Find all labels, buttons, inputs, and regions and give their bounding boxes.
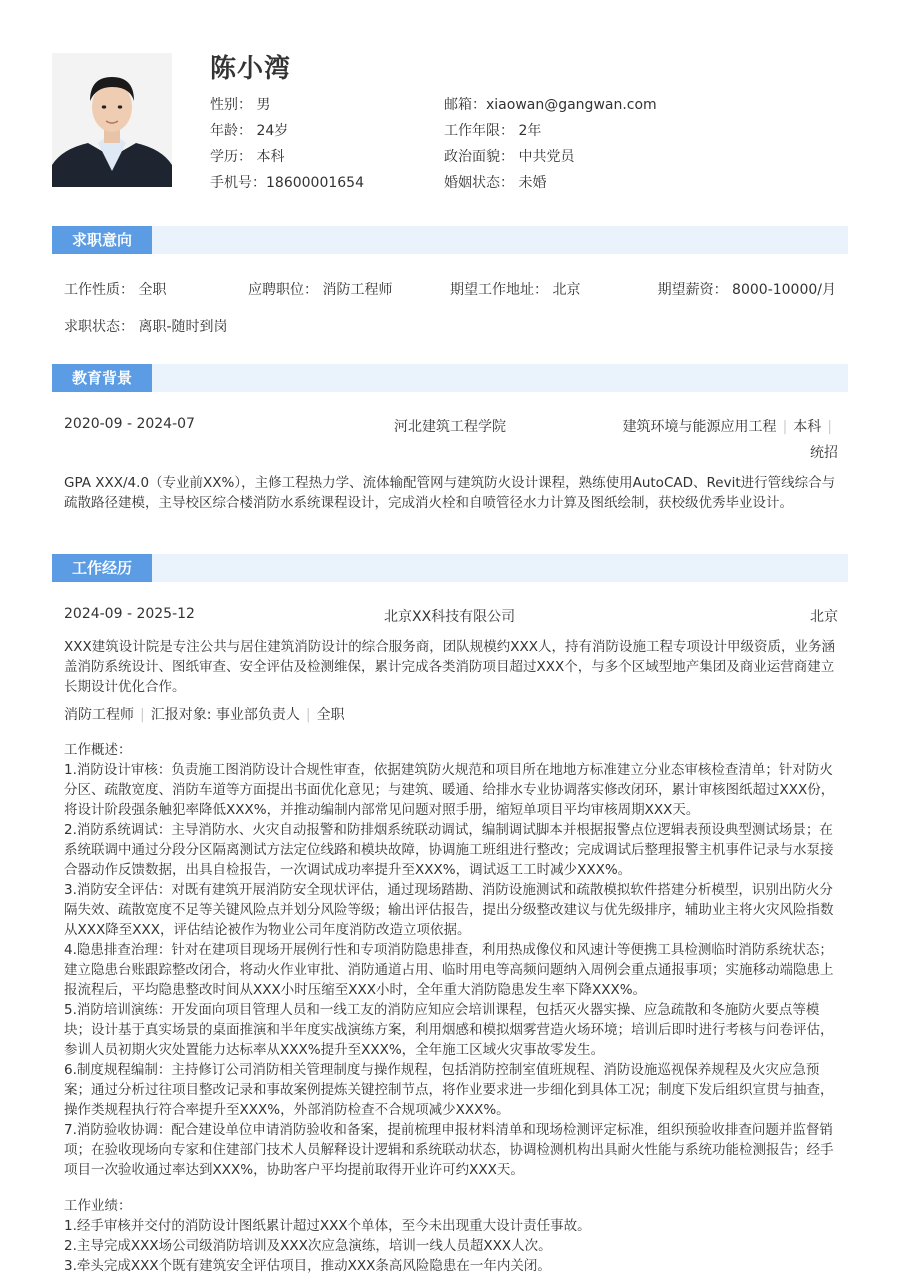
email: 邮箱：xiaowan@gangwan.com <box>444 97 657 113</box>
political-status: 政治面貌： 中共党员 <box>444 149 575 165</box>
divider: | <box>305 707 311 723</box>
achievement-item: 3.牵头完成XXX个既有建筑安全评估项目，推动XXX条高风险隐患在一年内关闭。 <box>64 1258 551 1274</box>
overview-item: 7.消防验收协调：配合建设单位申请消防验收和备案，提前梳理申报材料清单和现场检测评定标准，组织预验收排查问题并监督销项；在验收现场向专家和住建部门技术人员解释设计逻辑和系统联动状态，协调检测机构出具耐火性能与系统功能检测报告；经手项目一次验收通过率达到XXX%，协助客户平均提前取得开业许可约XXX天。 <box>64 1122 834 1178</box>
role-meta <box>64 704 345 724</box>
section-intent <box>52 226 848 254</box>
work-city: 北京 <box>810 609 838 625</box>
section-title: 教育背景 <box>52 364 152 392</box>
overview-item: 6.制度规程编制：主持修订公司消防相关管理制度与操作规程，包括消防控制室值班规程、消防设施巡视保养规程及火灾应急预案；通过分析过往项目整改记录和事故案例提炼关键控制节点，将作业要求进一步细化到具体工况；制度下发后组织宣贯与抽查，操作类规程执行符合率提升至XXX%，外部消防检查不合规项减少XXX%。 <box>64 1062 834 1118</box>
divider: | <box>140 707 145 723</box>
achievements-title: 工作业绩： <box>64 1198 132 1214</box>
section-title: 工作经历 <box>52 554 152 582</box>
overview-item: 1.消防设计审核：负责施工图消防设计合规性审查，依据建筑防火规范和项目所在地地方标准建立分业态审核检查清单；针对防火分区、疏散宽度、消防车道等方面提出书面优化意见；与建筑、暖通、给排水专业协调落实修改闭环，累计审核图纸超过XXX份，将设计阶段强条触犯率降低XXX%，并推动编制内部常见问题对照手册，缩短单项目平均审核周期XXX天。 <box>64 762 835 818</box>
company-name: 北京XX科技有限公司 <box>384 609 516 625</box>
expected-salary: 期望薪资： 8000-10000/月 <box>657 282 836 298</box>
overview-item: 4.隐患排查治理：针对在建项目现场开展例行性和专项消防隐患排查，利用热成像仪和风速计等便携工具检测临时消防系统状态；建立隐患台账跟踪整改闭合，将动火作业审批、消防通道占用、临时用电等高频问题纳入周例会重点通报事项；实施移动端隐患上报流程后，平均隐患整改时间从XXX小时压缩至XXX小时，全年重大消防隐患发生率下降XXX%。 <box>64 942 834 998</box>
employment-type: 全职 <box>316 707 345 723</box>
avatar-photo <box>52 53 172 187</box>
education-meta <box>623 416 838 436</box>
section-work <box>52 554 848 582</box>
section-title: 求职意向 <box>52 226 152 254</box>
divider: | <box>782 419 788 435</box>
company-description: XXX建筑设计院是专注公共与居住建筑消防设计的综合服务商，团队规模约XXX人，持有消防设施工程专项设计甲级资质，业务涵盖消防系统设计、图纸审查、安全评估及检测维保，累计完成各类消防项目超过XXX个，与多个区域型地产集团及商业运营商建立长期设计优化合作。 <box>64 639 835 695</box>
work-overview <box>64 740 838 1180</box>
achievement-item: 1.经手审核并交付的消防设计图纸累计超过XXX个单体，至今未出现重大设计责任事故。 <box>64 1218 591 1234</box>
education-description: GPA XXX/4.0（专业前XX%），主修工程热力学、流体输配管网与建筑防火设计课程，熟练使用AutoCAD、Revit进行管线综合与疏散路径建模，主导校区综合楼消防水系统课程设计，完成消火栓和自喷管径水力计算及图纸绘制，获校级优秀毕业设计。 <box>64 475 836 511</box>
job-nature: 工作性质： 全职 <box>64 282 167 298</box>
overview-item: 3.消防安全评估：对既有建筑开展消防安全现状评估，通过现场踏勘、消防设施测试和疏散模拟软件搭建分析模型，识别出防火分隔失效、疏散宽度不足等关键风险点并划分风险等级；输出评估报告，提出分级整改建议与优先级排序，辅助业主将火灾风险指数从XXX降至XXX，评估结论被作为物业公司年度消防改造立项依据。 <box>64 882 834 938</box>
school-name: 河北建筑工程学院 <box>394 419 506 435</box>
achievement-item: 2.主导完成XXX场公司级消防培训及XXX次应急演练，培训一线人员超XXX人次。 <box>64 1238 552 1254</box>
job-position: 应聘职位： 消防工程师 <box>248 282 393 298</box>
gender: 性别： 男 <box>210 97 271 113</box>
overview-item: 5.消防培训演练：开发面向项目管理人员和一线工友的消防应知应会培训课程，包括灭火器实操、应急疏散和冬施防火要点等模块；设计基于真实场景的桌面推演和半年度实战演练方案，利用烟感和模拟烟雾营造火场环境；培训后即时进行考核与问卷评估，参训人员初期火灾处置能力达标率从XXX%提升至XXX%，全年施工区域火灾事故零发生。 <box>64 1002 834 1058</box>
education-period: 2020-09 - 2024-07 <box>64 416 195 432</box>
job-location: 期望工作地址： 北京 <box>450 282 581 298</box>
education-level: 学历： 本科 <box>210 149 285 165</box>
report-to: 汇报对象: 事业部负责人 <box>150 707 300 723</box>
major: 建筑环境与能源应用工程 <box>622 419 777 435</box>
section-education <box>52 364 848 392</box>
admission-type: 统招 <box>810 445 838 461</box>
work-achievements <box>64 1196 838 1275</box>
work-period: 2024-09 - 2025-12 <box>64 606 195 622</box>
age: 年龄： 24岁 <box>210 123 289 139</box>
avatar <box>52 53 172 187</box>
candidate-name: 陈小湾 <box>210 54 292 84</box>
role-title: 消防工程师 <box>64 707 134 723</box>
job-status: 求职状态： 离职-随时到岗 <box>64 319 228 335</box>
experience-years: 工作年限： 2年 <box>444 123 542 139</box>
phone: 手机号：18600001654 <box>210 175 364 191</box>
overview-item: 2.消防系统调试：主导消防水、火灾自动报警和防排烟系统联动调试，编制调试脚本并根据报警点位逻辑表预设典型测试场景；在系统联调中通过分段分区隔离测试方法定位线路和模块故障，协调施工班组进行整改；完成调试后整理报警主机事件记录与水泵接合器动作反馈数据，出具自检报告，一次调试成功率提升至XXX%，调试返工工时减少XXX%。 <box>64 822 834 878</box>
resume-header <box>0 0 900 200</box>
divider: | <box>827 419 832 435</box>
overview-title: 工作概述： <box>64 742 132 758</box>
degree: 本科 <box>793 419 822 435</box>
marital-status: 婚姻状态： 未婚 <box>444 175 547 191</box>
